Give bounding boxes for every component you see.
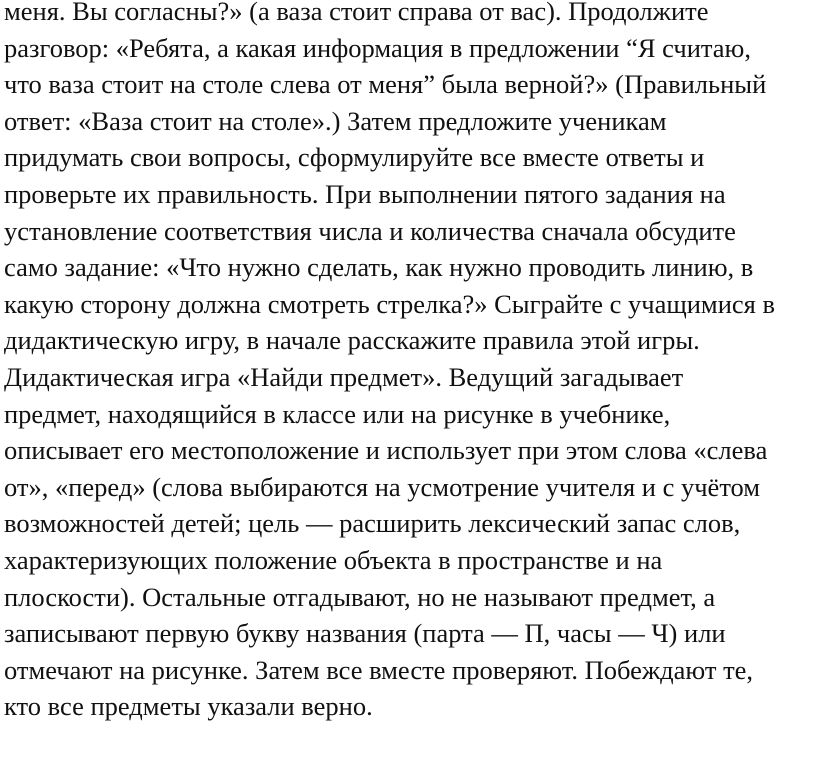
text-line-14: от», «перед» (слова выбираются на усмотрение учителя и с учётом — [4, 471, 761, 502]
text-line-15: возможностей детей; цель — расширить лексический запас слов, — [4, 508, 741, 539]
text-line-10: дидактическую игру, в начале расскажите правила этой игры. — [4, 325, 700, 356]
text-line-8: само задание: «Что нужно сделать, как нужно проводить линию, в — [4, 252, 754, 283]
text-line-9: какую сторону должна смотреть стрелка?» Сыграйте с учащимися в — [4, 288, 775, 319]
text-line-1: меня. Вы согласны?» (а ваза стоит справа от вас). Продолжите — [4, 0, 709, 26]
text-line-4: ответ: «Ваза стоит на столе».) Затем предложите ученикам — [4, 105, 667, 136]
text-line-13: описывает его местоположение и использует при этом слова «слева — [4, 435, 768, 466]
text-line-3: что ваза стоит на столе слева от меня” была верной?» (Правильный — [4, 69, 767, 100]
text-line-7: установление соответствия числа и количества сначала обсудите — [4, 215, 736, 246]
text-line-2: разговор: «Ребята, а какая информация в предложении “Я считаю, — [4, 32, 751, 63]
text-line-19: отмечают на рисунке. Затем все вместе проверяют. Побеждают те, — [4, 654, 754, 685]
paragraph-text — [4, 0, 814, 725]
text-line-11: Дидактическая игра «Найди предмет». Ведущий загадывает — [4, 361, 684, 392]
text-line-6: проверьте их правильность. При выполнении пятого задания на — [4, 178, 726, 209]
text-line-16: характеризующих положение объекта в пространстве и на — [4, 544, 663, 575]
text-line-5: придумать свои вопросы, сформулируйте все вместе ответы и — [4, 142, 705, 173]
text-line-17: плоскости). Остальные отгадывают, но не называют предмет, а — [4, 581, 716, 612]
text-line-12: предмет, находящийся в классе или на рисунке в учебнике, — [4, 398, 671, 429]
text-line-20: кто все предметы указали верно. — [4, 691, 373, 722]
text-line-18: записывают первую букву названия (парта — П, часы — Ч) или — [4, 618, 726, 649]
